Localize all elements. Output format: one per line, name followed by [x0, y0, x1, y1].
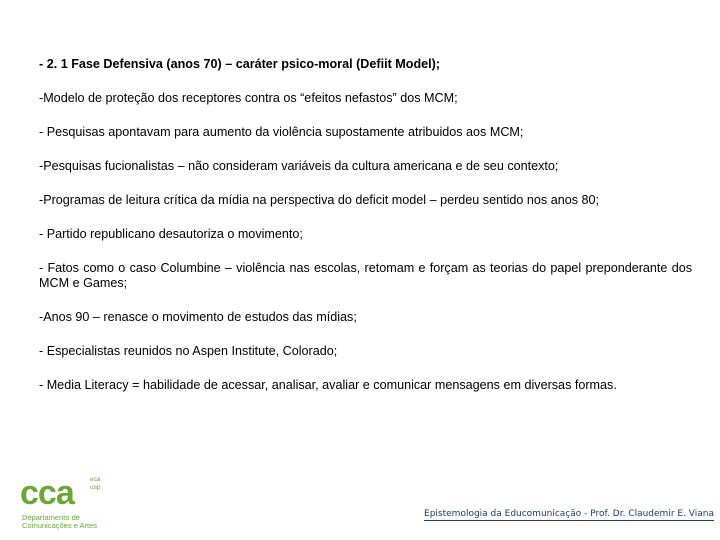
bullet-item: -Anos 90 – renasce o movimento de estudos das mídias;	[39, 310, 357, 324]
logo-department	[22, 514, 122, 530]
bullet-item: - Partido republicano desautoriza o movimento;	[39, 227, 303, 241]
footer-credit: Epistemologia da Educomunicação - Prof. Dr. Claudemir E. Viana	[424, 509, 714, 519]
section-heading: - 2. 1 Fase Defensiva (anos 70) – caráter psico-moral (Defiit Model);	[39, 57, 441, 71]
cca-logo	[20, 476, 120, 532]
bullet-item: - Media Literacy = habilidade de acessar, analisar, avaliar e comunicar mensagens em diversas formas.	[39, 378, 617, 392]
logo-sub-line: Comunicações e Artes	[22, 521, 98, 530]
logo-tag	[90, 476, 100, 492]
bullet-item: - Especialistas reunidos no Aspen Institute, Colorado;	[39, 344, 338, 358]
logo-sub-line: Departamento de	[22, 513, 80, 522]
bullet-item: - Fatos como o caso Columbine – violência nas escolas, retomam e forçam as teorias do papel preponderante dos MCM e Games;	[39, 261, 692, 290]
logo-tag-eca: eca	[90, 476, 101, 483]
logo-tag-usp: usp	[90, 484, 101, 491]
bullet-item: -Programas de leitura crítica da mídia na perspectiva do deficit model – perdeu sentido nos anos 80;	[39, 193, 600, 207]
bullet-item: -Modelo de proteção dos receptores contra os “efeitos nefastos” dos MCM;	[39, 91, 458, 105]
bullet-item: -Pesquisas fucionalistas – não consideram variáveis da cultura americana e de seu contexto;	[39, 159, 559, 173]
bullet-item: - Pesquisas apontavam para aumento da violência supostamente atribuidos aos MCM;	[39, 125, 524, 139]
logo-mark: cca	[20, 474, 74, 512]
slide-body	[39, 57, 692, 412]
